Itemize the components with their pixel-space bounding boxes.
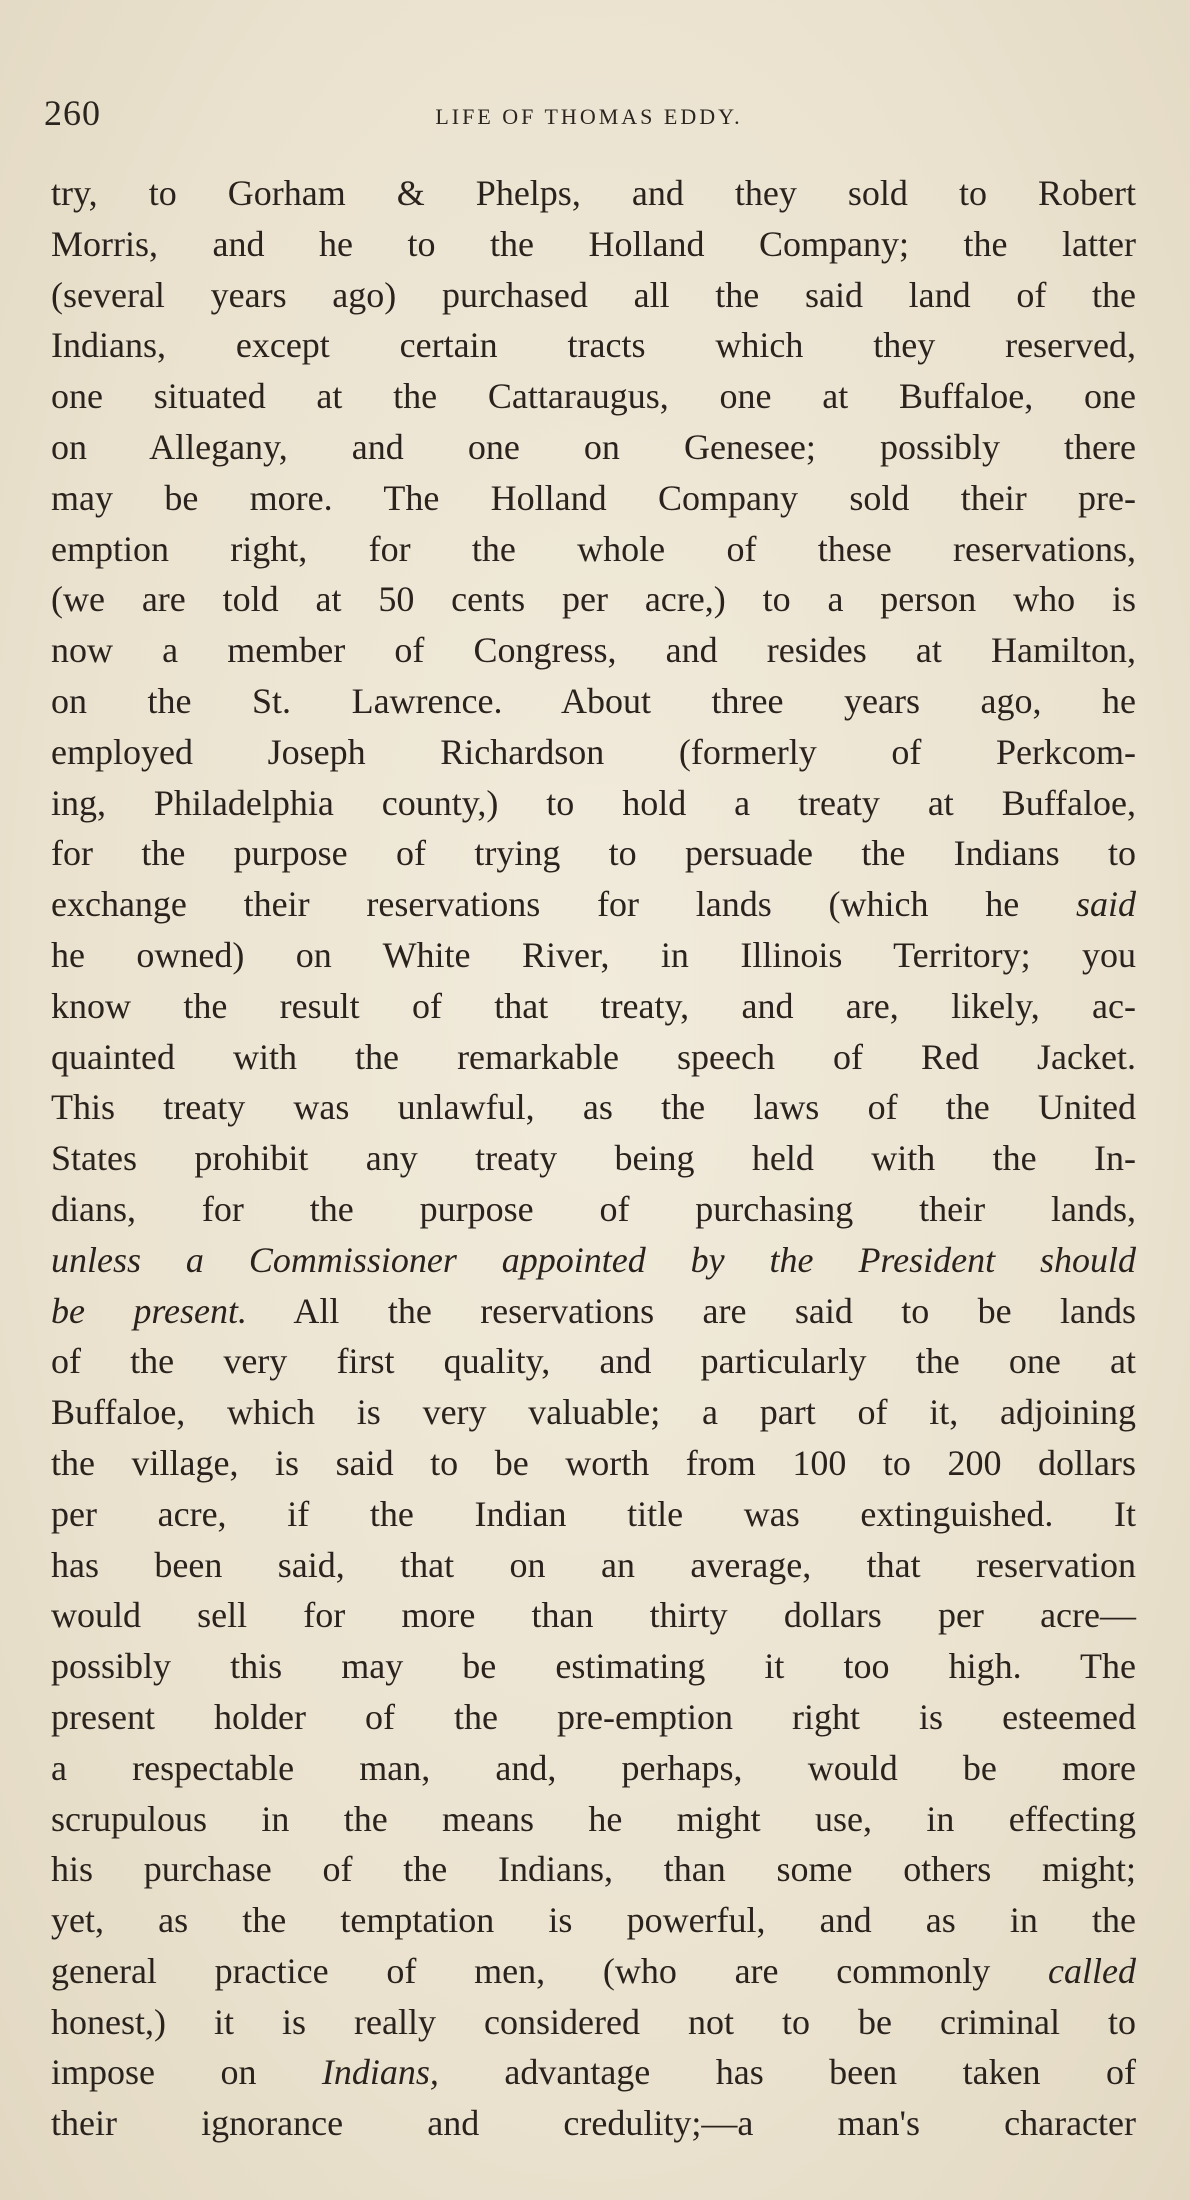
text-segment: All the reservations are said to be lands — [247, 1290, 1136, 1331]
text-line: Morris, and he to the Holland Company; the latter — [51, 223, 1136, 264]
text-line: a respectable man, and, perhaps, would be more — [51, 1747, 1136, 1788]
text-line: dians, for the purpose of purchasing their lands, — [51, 1188, 1136, 1229]
text-line — [51, 1286, 1136, 1337]
text-line: of the very first quality, and particularly the one at — [51, 1341, 1136, 1382]
text-line: present holder of the pre-emption right is esteemed — [51, 1696, 1136, 1737]
text-line: his purchase of the Indians, than some others might; — [51, 1849, 1136, 1890]
text-line: would sell for more than thirty dollars per acre— — [51, 1595, 1136, 1636]
italic-emphasis: said — [1075, 884, 1136, 925]
text-line — [51, 1946, 1136, 1997]
text-line: ing, Philadelphia county,) to hold a treaty at Buffaloe, — [51, 782, 1136, 823]
text-line: quainted with the remarkable speech of Red Jacket. — [51, 1036, 1136, 1077]
text-line: Buffaloe, which is very valuable; a part of it, adjoining — [51, 1392, 1136, 1433]
text-line — [51, 879, 1136, 930]
text-segment: impose on — [51, 2052, 322, 2093]
body-text — [51, 168, 1136, 2149]
text-line: for the purpose of trying to persuade the Indians to — [51, 833, 1136, 874]
text-line: This treaty was unlawful, as the laws of the United — [51, 1087, 1136, 1128]
text-line: (we are told at 50 cents per acre,) to a person who is — [51, 579, 1136, 620]
italic-emphasis: unless a Commissioner appointed by the President should — [51, 1239, 1136, 1280]
text-line: on Allegany, and one on Genesee; possibly there — [51, 426, 1136, 467]
text-line: he owned) on White River, in Illinois Territory; you — [51, 934, 1136, 975]
text-line — [51, 1235, 1136, 1286]
page-number: 260 — [44, 93, 101, 133]
text-line: one situated at the Cattaraugus, one at Buffaloe, one — [51, 376, 1136, 417]
text-line: the village, is said to be worth from 100 to 200 dollars — [51, 1442, 1136, 1483]
running-head — [44, 92, 1134, 142]
text-line: yet, as the temptation is powerful, and as in the — [51, 1900, 1136, 1941]
italic-emphasis: be present. — [51, 1290, 248, 1331]
text-line: has been said, that on an average, that reservation — [51, 1544, 1136, 1585]
text-line: States prohibit any treaty being held with the In- — [51, 1138, 1136, 1179]
text-line: now a member of Congress, and resides at Hamilton, — [51, 630, 1136, 671]
text-line: Indians, except certain tracts which they reserved, — [51, 325, 1136, 366]
text-line: try, to Gorham & Phelps, and they sold to Robert — [51, 173, 1136, 213]
text-line: scrupulous in the means he might use, in effecting — [51, 1798, 1136, 1839]
text-segment: advantage has been taken of — [438, 2052, 1136, 2093]
text-line: per acre, if the Indian title was extinguished. It — [51, 1493, 1136, 1534]
text-line: (several years ago) purchased all the said land of the — [51, 274, 1136, 315]
text-line: on the St. Lawrence. About three years ago, he — [51, 680, 1136, 721]
italic-emphasis: Indians, — [321, 2052, 439, 2093]
text-segment: exchange their reservations for lands (which he — [51, 884, 1076, 925]
running-title: LIFE OF THOMAS EDDY. — [435, 104, 743, 129]
italic-emphasis: called — [1048, 1950, 1136, 1991]
text-line — [51, 2047, 1136, 2098]
text-line: may be more. The Holland Company sold their pre- — [51, 477, 1136, 518]
text-line: their ignorance and credulity;—a man's character — [51, 2103, 1136, 2144]
text-segment: general practice of men, (who are commonly — [51, 1950, 1049, 1991]
text-line: employed Joseph Richardson (formerly of Perkcom- — [51, 731, 1136, 772]
text-line: honest,) it is really considered not to be criminal to — [51, 2001, 1136, 2042]
text-line: possibly this may be estimating it too high. The — [51, 1646, 1136, 1687]
text-line: know the result of that treaty, and are, likely, ac- — [51, 985, 1136, 1026]
text-line: emption right, for the whole of these reservations, — [51, 528, 1136, 569]
